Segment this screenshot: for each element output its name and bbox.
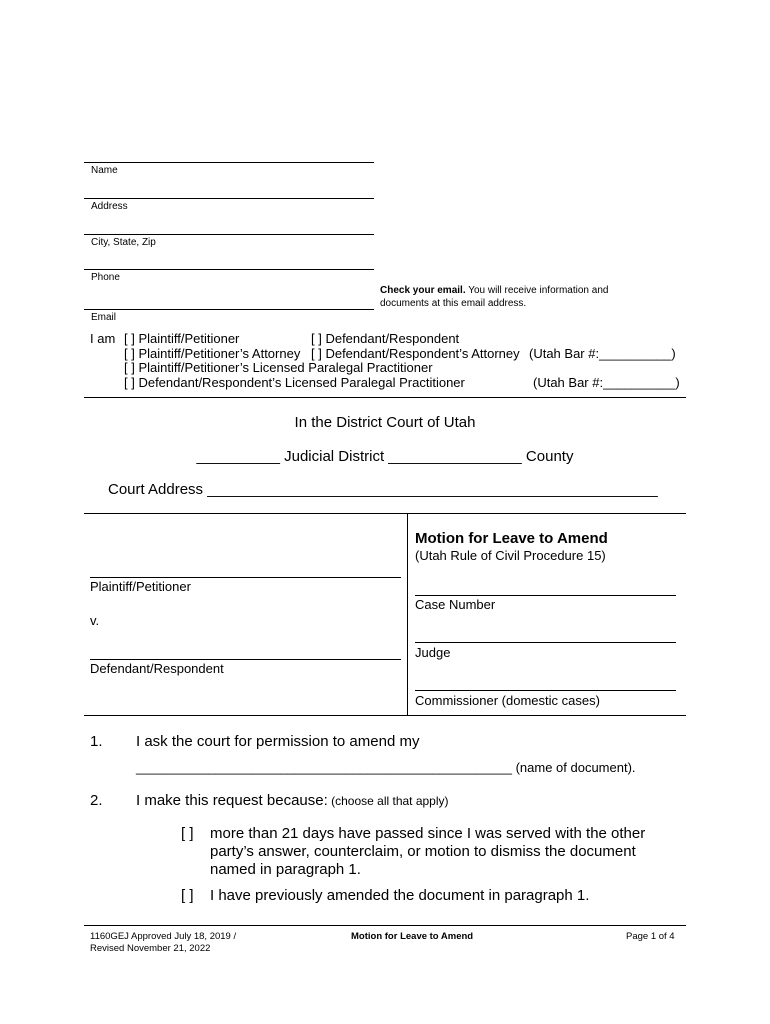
motion-subtitle: (Utah Rule of Civil Procedure 15) — [415, 548, 606, 563]
plaintiff-label: Plaintiff/Petitioner — [90, 579, 191, 594]
commissioner-label: Commissioner (domestic cases) — [415, 693, 600, 708]
option-1-line3: named in paragraph 1. — [210, 861, 361, 878]
check-email-line2: documents at this email address. — [380, 298, 527, 309]
paragraph-2-note: (choose all that apply) — [327, 794, 449, 808]
motion-title: Motion for Leave to Amend — [415, 530, 608, 547]
case-number-label: Case Number — [415, 597, 496, 612]
option-2-text: I have previously amended the document in paragraph 1. — [210, 887, 590, 904]
option-1-line2: party’s answer, counterclaim, or motion to dismiss the document — [210, 843, 636, 860]
defendant-label: Defendant/Respondent — [90, 661, 224, 676]
check-email-bold: Check your email. — [380, 285, 466, 296]
option-1-line1: more than 21 days have passed since I was served with the other — [210, 825, 646, 842]
document-name-blank[interactable]: ____________________________________________________ — [136, 760, 512, 775]
district-county-line[interactable]: __________ Judicial District ________________ County — [196, 448, 574, 465]
page-number: Page 1 of 4 — [626, 931, 675, 942]
judge-line[interactable] — [415, 642, 676, 643]
name-label: Name — [91, 165, 118, 176]
header-divider — [84, 397, 686, 398]
utah-bar-number-1[interactable]: (Utah Bar #:__________) — [529, 346, 676, 361]
role-plaintiff-attorney[interactable]: [ ] Plaintiff/Petitioner’s Attorney — [124, 346, 301, 361]
phone-line[interactable] — [84, 269, 374, 270]
form-id-line2: Revised November 21, 2022 — [90, 943, 211, 954]
form-id-line1: 1160GEJ Approved July 18, 2019 / — [90, 931, 237, 942]
utah-bar-number-2[interactable]: (Utah Bar #:__________) — [533, 375, 680, 390]
email-line[interactable] — [84, 309, 374, 310]
case-number-line[interactable] — [415, 595, 676, 596]
role-plaintiff-lpp[interactable]: [ ] Plaintiff/Petitioner’s Licensed Paralegal Practitioner — [124, 360, 433, 375]
option-2-checkbox[interactable]: [ ] — [181, 887, 194, 904]
paragraph-2-text — [136, 792, 449, 809]
judge-label: Judge — [415, 645, 451, 660]
defendant-line[interactable] — [90, 659, 401, 660]
footer-divider — [84, 925, 686, 926]
plaintiff-line[interactable] — [90, 577, 401, 578]
city-line[interactable] — [84, 234, 374, 235]
paragraph-1-text: I ask the court for permission to amend my — [136, 733, 420, 750]
role-defendant-lpp[interactable]: [ ] Defendant/Respondent’s Licensed Paralegal Practitioner — [124, 375, 465, 390]
check-email-rest: You will receive information and — [465, 285, 609, 296]
city-label: City, State, Zip — [91, 237, 156, 248]
role-defendant-attorney[interactable]: [ ] Defendant/Respondent’s Attorney — [311, 346, 520, 361]
check-email-note — [380, 284, 608, 310]
versus: v. — [90, 613, 100, 628]
paragraph-2-number: 2. — [90, 792, 103, 809]
role-defendant[interactable]: [ ] Defendant/Respondent — [311, 331, 460, 346]
name-line[interactable] — [84, 162, 374, 163]
option-1-text — [210, 825, 645, 879]
form-id — [90, 931, 236, 955]
paragraph-1-number: 1. — [90, 733, 103, 750]
email-label: Email — [91, 312, 117, 323]
caption-top-border — [84, 513, 686, 514]
paragraph-2-main: I make this request because: — [136, 792, 328, 809]
phone-label: Phone — [91, 272, 120, 283]
option-1-checkbox[interactable]: [ ] — [181, 825, 194, 842]
i-am-label: I am — [90, 331, 116, 346]
address-label: Address — [91, 201, 128, 212]
document-name-field[interactable] — [136, 760, 636, 775]
role-plaintiff[interactable]: [ ] Plaintiff/Petitioner — [124, 331, 240, 346]
commissioner-line[interactable] — [415, 690, 676, 691]
footer-title: Motion for Leave to Amend — [351, 931, 474, 942]
caption-divider — [407, 513, 408, 715]
address-line[interactable] — [84, 198, 374, 199]
court-address-line[interactable]: Court Address ______________________________________________________ — [108, 481, 658, 498]
caption-bottom-border — [84, 715, 686, 716]
document-name-suffix: (name of document). — [511, 760, 636, 775]
court-title: In the District Court of Utah — [294, 414, 476, 431]
